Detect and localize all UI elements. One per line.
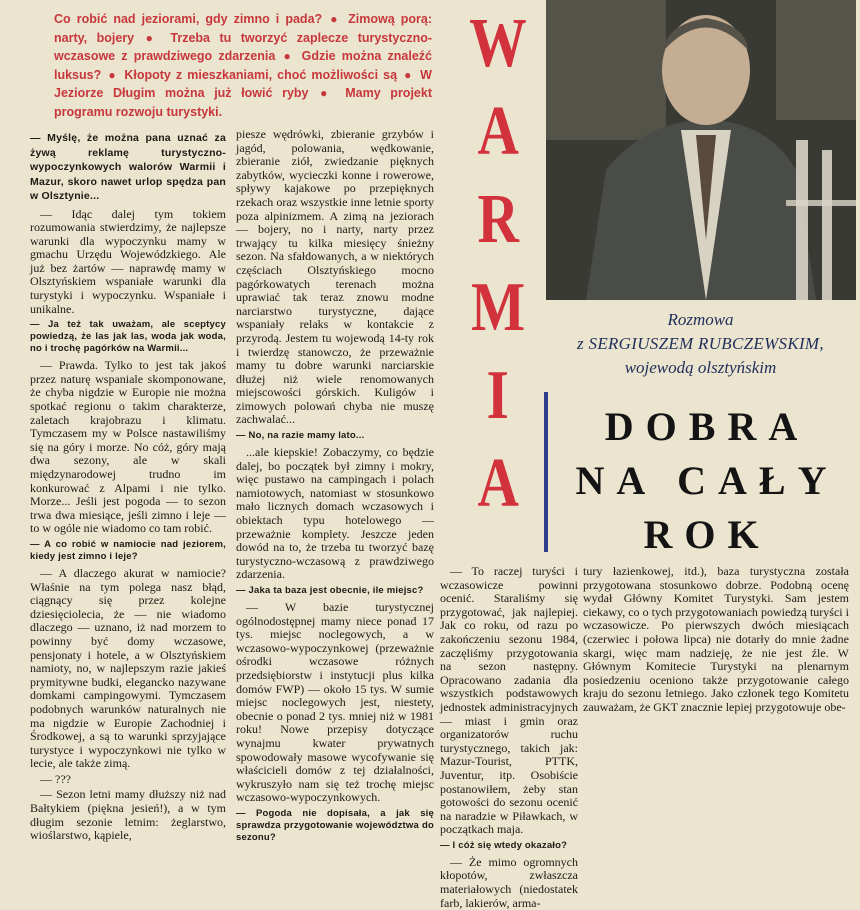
caption-line: Rozmowa: [667, 310, 734, 329]
bullet-icon: ●: [404, 67, 414, 82]
article-column: [583, 565, 849, 800]
lead-item: W Jeziorze Długim można już łowić ryby: [54, 67, 432, 100]
article-paragraph: tury łazienkowej, itd.), baza turystyczna została przygotowana stosunkowo dobrze. Podobną ocenę wydał Główny Komitet Turystyki. Sam jestem ciekawy, co o tych przygotowaniach powiedzą turyści i wczasowicze. Po pierwszych dwóch miesiącach (czerwiec i połowa lipca) nie dotarły do mnie żadne skargi, więc mam nadzieję, że nie jest źle. W Głównym Komitecie Turystyki na plenarnym posiedzeniu oceniono także przygotowanie całego kraju do sezonu letniego. Jako członek tego Komitetu zauważam, że GKT znacznie lepiej przygotowuje obe-: [583, 564, 849, 714]
article-paragraph: — To raczej turyści i wczasowicze powinni ocenić. Staraliśmy się przygotować, jak najlepiej. Jak co roku, od razu po zakończeniu sezonu 1984, zaczęliśmy przygotowania na sezon następny. Opracowano zadania dla wszystkich podstawowych jednostek administracyjnych — miast i gmin oraz organizatorów ruchu turystycznego, takich jak: Mazur-Tourist, PTTK, Juventur, itp. Osobiście postanowiłem, żeby stan gotowości do sezonu ocenić na naradzie w Piławkach, w początkach maja.: [440, 564, 578, 837]
article-paragraph: — ???: [40, 771, 71, 786]
headline-line: NA CAŁY: [575, 458, 839, 503]
title-letter: I: [486, 357, 510, 434]
title-letter: A: [477, 93, 519, 170]
title-letter: M: [470, 269, 526, 346]
bullet-icon: ●: [108, 67, 118, 82]
caption-line: wojewodą olsztyńskim: [624, 358, 777, 377]
title-letter: R: [477, 181, 519, 258]
article-column: [30, 128, 226, 843]
article-paragraph: — Że mimo ogromnych kłopotów, zwłaszcza materiałowych (niedostatek farb, lakierów, arma-: [440, 854, 578, 910]
portrait-illustration: [546, 0, 856, 300]
interview-question: — Ja też tak uważam, ale sceptycy powiedzą, że las jak las, woda jak woda, no i trochę pagórków na Warmii...: [30, 319, 226, 355]
title-letter: A: [477, 445, 519, 522]
interview-question: — A co robić w namiocie nad jeziorem, kiedy jest zimno i leje?: [30, 538, 226, 562]
article-paragraph: piesze wędrówki, zbieranie grzybów i jagód, polowania, wędkowanie, zbieranie ziół, zwiedzanie pięknych zabytków, wycieczki konne i rowerowe, spływy kajakowe po przepięknych rzekach oraz wszystkie inne letnie sporty poza alpinizmem. A zimą na jeziorach — bojery, no i narty, narty przez trwający tu kilka miesięcy śnieżny sezon. Na sfałdowanych, a w niektórych częściach Olsztyńskiego mocno pagórkowatych terenach można uprawiać tak teraz znowu modne narciarstwo turystyczne, dające wspaniały relaks w kontakcie z przyrodą. Jestem tu wojewodą 14-ty rok i twierdzę stanowczo, że przeważnie mamy tu dobre warunki narciarskie dłużej niż wiele renomowanych miejscowości górskich. Kuligów i zimowych polowań chyba nie muszę zachwalać...: [236, 127, 434, 427]
title-letter: W: [469, 5, 527, 82]
interview-question: — Jaka ta baza jest obecnie, ile miejsc?: [236, 585, 424, 596]
bullet-icon: ●: [330, 12, 341, 26]
article-column: [440, 564, 578, 910]
caption-line: z SERGIUSZEM RUBCZEWSKIM,: [577, 334, 824, 353]
bullet-icon: ●: [320, 86, 334, 100]
article-paragraph: — Sezon letni mamy dłuższy niż nad Bałtykiem (piękna jesień!), a w tym długim sezonie letnim: żeglarstwo, wioślarstwo, kąpiele,: [30, 787, 226, 843]
article-paragraph: — A dlaczego akurat w namiocie? Właśnie na tym polega nasz błąd, ciągnący się przez kolejne dziesięciolecia, że — nie wiadomo dlaczego — uznano, iż nad morzem to powinny być domy wczasowe, pensjonaty i hotele, a w Olsztyńskiem namioty, no, w najlepszym razie jakieś prymitywne budki, elegancko nazywane domkami campingowymi. Tymczasem podobnych warunków naturalnych nie ma nigdzie w Europie Zachodniej i Środkowej, a są to warunki sprzyjające turystyce i wypoczynkowi nie tylko w lecie, ale także zimą.: [30, 565, 226, 771]
article-column: [236, 127, 434, 843]
lead-item: Mamy projekt programu rozwoju turystyki.: [54, 86, 432, 119]
interview-question: — No, na razie mamy lato...: [236, 430, 365, 442]
interview-question: — Pogoda nie dopisała, a jak się sprawdza przygotowanie województwa do sezonu?: [236, 807, 434, 843]
vertical-title: [452, 5, 544, 522]
article-paragraph: — W bazie turystycznej ogólnodostępnej mamy niece ponad 17 tys. miejsc noclegowych, a w wczasowo-wypoczynkowej (przeważnie ośrodki wczasowe różnych przedsiębiorstw i instytucji plus kilka domów FWP) — około 15 tys. W sumie miejsc noclegowych jest, niestety, obecnie o ponad 2 tys. mniej niż w 1981 roku! Nowe przepisy dotyczące wynajmu kwater prywatnych spowodowały masowe wycofywanie się właścicieli domów z tej działalności, wykruszyło nam się też trochę miejsc wczasowo-wypoczynkowych.: [236, 600, 434, 805]
interview-question: — Myślę, że można pana uznać za żywą reklamę turystyczno-wypoczynkowych walorów Warmii i Mazur, skoro nawet urlop spędza pan w Olsztynie...: [30, 132, 226, 202]
headline: [572, 400, 842, 562]
lead-item: Trzeba tu tworzyć zaplecze turystyczno-wczasowe z prawdziwego zdarzenia: [54, 30, 433, 63]
bullet-icon: ●: [283, 49, 294, 63]
bullet-icon: ●: [145, 30, 159, 45]
headline-line: ROK: [643, 512, 771, 557]
lead-paragraph: [54, 10, 432, 121]
interview-question: — I cóż się wtedy okazało?: [440, 839, 568, 851]
interview-caption: [545, 308, 856, 380]
lead-item: Kłopoty z mieszkaniami, choć możliwości są: [124, 67, 398, 82]
portrait-photo: [546, 0, 856, 300]
article-paragraph: — Idąc dalej tym tokiem rozumowania stwierdzimy, że najlepsze warunki dla wypoczynku mamy w gmachu Urzędu Wojewódzkiego. Ale już bez żartów — naprawdę mamy w Olsztyńskiem wspaniałe warunki dla turystyki i wypoczynku. Wspaniałe i unikalne.: [30, 206, 226, 316]
article-paragraph: — Prawda. Tylko to jest tak jakoś przez naturę wspaniale skomponowane, że chyba nigdzie w Europie nie można spotkać regionu o takim charakterze, zaletach krajobrazu i klimatu. Tymczasem my w Polsce nastawiliśmy się na góry i morze. No cóż, góry mają dwa sezony, ale w skali międzynarodowej trudno im konkurować z Alpami i nie tylko. Morze... Jeśli jest pogoda — to sezon trwa dwa miesiące, jeśli zimno i leje — to w ogóle nie wiadomo co tam robić.: [30, 358, 226, 536]
lead-item: Co robić nad jeziorami, gdy zimno i pada?: [54, 12, 323, 26]
article-paragraph: ...ale kiepskie! Zobaczymy, co będzie dalej, bo początek był zimny i mokry, więc pustawo na campingach i polach namiotowych, natomiast w stosunkowo mało licznych domach wczasowych i obiektach typu hotelowego — przeważnie komplety. Jeszcze jeden dowód na to, że trzeba tu tworzyć bazę turystyczno-wczasową z prawdziwego zdarzenia.: [236, 445, 434, 582]
lead-item: Zimową porą: narty, bojery: [54, 12, 432, 45]
headline-line: DOBRA: [604, 404, 810, 449]
lead-item: Gdzie można znaleźć luksus?: [54, 49, 432, 82]
